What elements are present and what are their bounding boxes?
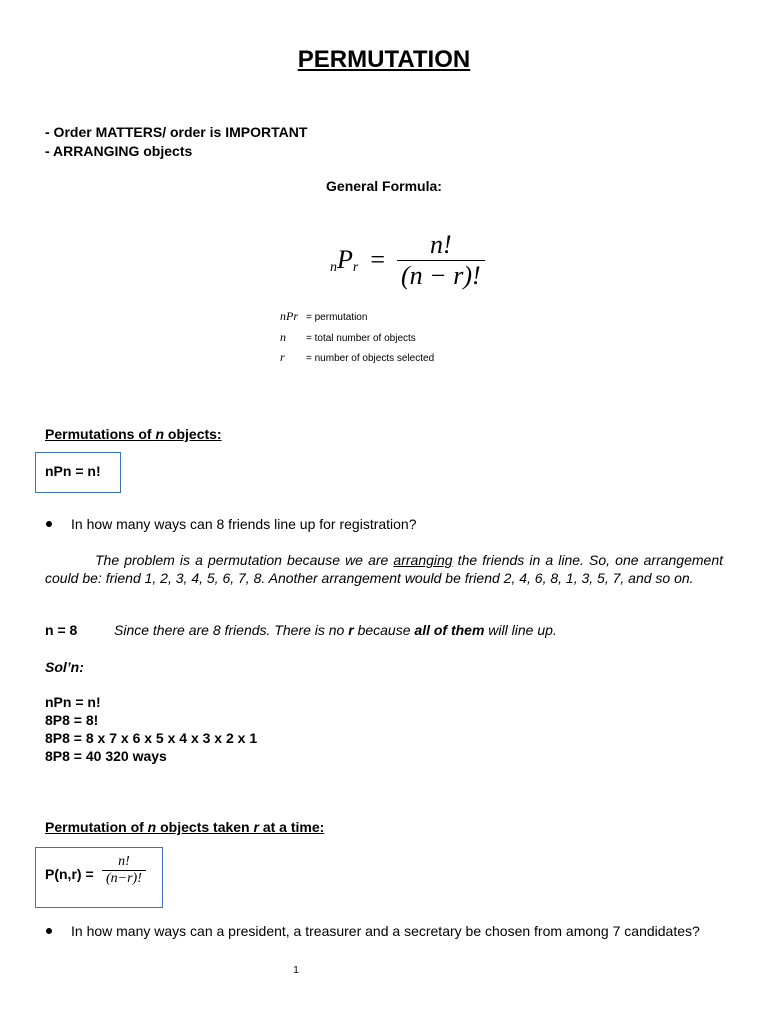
solution-label: Sol’n: <box>45 659 84 675</box>
formula-P: P <box>337 245 353 274</box>
formula-box-pnr <box>35 847 163 908</box>
heading-text: objects taken <box>156 819 254 835</box>
formula-box-npn <box>35 452 121 493</box>
solution-line: nPn = n! <box>45 694 101 710</box>
solution-line: 8P8 = 8! <box>45 712 99 728</box>
heading-text: objects: <box>164 426 222 442</box>
formula-sub-n: n <box>330 260 337 275</box>
n-note <box>114 622 557 638</box>
question-1: In how many ways can 8 friends line up for registration? <box>71 516 417 532</box>
intro-line-arranging: - ARRANGING objects <box>45 143 193 159</box>
formula-pnr-fraction <box>102 854 146 887</box>
legend-n <box>280 330 416 345</box>
bullet-icon <box>46 521 52 527</box>
explanation-underlined: arranging <box>393 552 453 568</box>
bullet-icon <box>46 928 52 934</box>
question-2: In how many ways can a president, a treasurer and a secretary be chosen from among 7 candidates? <box>71 923 700 939</box>
heading-text: Permutation of <box>45 819 148 835</box>
formula-pnr-lhs: P(n,r) = <box>45 866 94 882</box>
legend-symbol: nPr <box>280 309 298 323</box>
explanation-text: The problem is a permutation because we are <box>95 552 394 568</box>
n-note-bold: all of them <box>414 622 485 638</box>
n-note-text: Since there are 8 friends. There is no <box>114 622 349 638</box>
n-note-text: will line up. <box>484 622 557 638</box>
explanation-text: the friends in a line. So, one arrangement could be: friend 1, 2, 3, 4, 5, 6, 7, 8. Another arrangement would be friend 2, 4, 6, 8, 1, 3, 5, 7, and so on. <box>45 552 723 586</box>
formula-pnr-numerator: n! <box>118 854 130 869</box>
legend-text: = number of objects selected <box>306 353 435 364</box>
formula-sub-r: r <box>352 260 359 275</box>
solution-line: 8P8 = 8 x 7 x 6 x 5 x 4 x 3 x 2 x 1 <box>45 730 258 746</box>
formula-equals: = <box>370 245 386 274</box>
solution-line: 8P8 = 40 320 ways <box>45 748 167 764</box>
formula-fraction <box>397 230 485 291</box>
heading-var-n: n <box>147 819 157 835</box>
heading-text: Permutations of <box>45 426 156 442</box>
heading-var-n: n <box>155 426 165 442</box>
legend-text: = total number of objects <box>306 333 416 344</box>
n-value: n = 8 <box>45 622 78 638</box>
n-note-text: because <box>353 622 415 638</box>
heading-text: at a time: <box>258 819 325 835</box>
legend-symbol: n <box>280 330 286 344</box>
formula-numerator: n! <box>430 229 452 259</box>
legend-text: = permutation <box>306 312 368 323</box>
section-heading-n-objects <box>45 426 222 442</box>
page-number: 1 <box>293 965 299 976</box>
n-note-r: r <box>348 622 354 638</box>
formula-pnr-denominator: (n−r)! <box>102 870 146 887</box>
formula-denominator: (n − r)! <box>397 260 485 291</box>
page-title: PERMUTATION <box>297 46 471 73</box>
intro-line-order: - Order MATTERS/ order is IMPORTANT <box>45 124 308 140</box>
legend-permutation <box>280 309 367 324</box>
heading-var-r: r <box>253 819 259 835</box>
explanation-paragraph <box>45 551 723 587</box>
legend-symbol: r <box>280 350 285 364</box>
general-formula <box>330 228 485 292</box>
formula-npn: nPn = n! <box>45 463 101 479</box>
general-formula-heading: General Formula: <box>326 178 442 194</box>
legend-r <box>280 350 434 365</box>
section-heading-n-objects-r <box>45 819 324 835</box>
